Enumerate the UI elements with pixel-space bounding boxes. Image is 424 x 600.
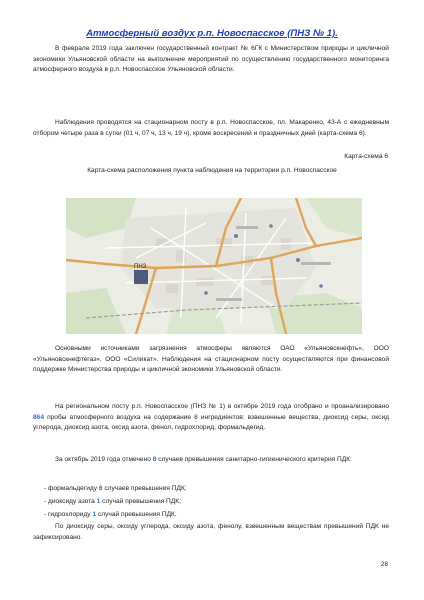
post-marker-label: ПНЗ xyxy=(134,264,147,270)
list-item-prefix: - диоксиду азота xyxy=(44,498,97,505)
paragraph-exceedances-after: случаев превышения санитарно-гигиенического критерия ПДК: xyxy=(156,456,352,463)
exceedances-count: 8 xyxy=(152,456,157,463)
exceedance-list xyxy=(44,482,187,521)
paragraph-sources xyxy=(33,344,389,376)
paragraph-contract-text: В феврале 2019 года заключен государственный контракт № 6ГК с Министерством природы и цикличной экономики Ульяновской области на выполнение мероприятий по осуществлению государственного мониторинга атмосферного воздуха в р.п. Новоспасское Ульяновской области. xyxy=(33,45,389,73)
list-item-count: 1 xyxy=(96,498,101,505)
list-item xyxy=(44,482,187,495)
list-item-count: 1 xyxy=(92,511,97,518)
map-label: Карта-схема 6 xyxy=(344,153,388,160)
page-title: Атмосферный воздух р.п. Новоспасское (ПНЗ № 1). xyxy=(86,28,338,39)
paragraph-observations xyxy=(33,118,389,139)
paragraph-samples-after: пробы атмосферного воздуха на содержание 8 ингредиентов: взвешенные вещества, диоксид серы, оксид углерода, диоксид азота, оксид азота, фенол, гидрохлорид, формальдегид. xyxy=(33,413,389,431)
list-item-prefix: - гидрохлориду xyxy=(44,511,93,518)
list-item xyxy=(44,495,187,508)
paragraph-exceedances xyxy=(33,455,389,466)
paragraph-exceedances-before: За октябрь 2019 года отмечено xyxy=(55,456,153,463)
map-graphic xyxy=(66,198,362,334)
list-item-count: 6 xyxy=(98,485,103,492)
list-item-suffix: случаев превышения ПДК; xyxy=(102,485,187,492)
station-map xyxy=(66,198,362,334)
list-item-suffix: случай превышения ПДК; xyxy=(100,498,181,505)
paragraph-no-exceedances-text: По диоксиду серы, оксиду углерода, оксиду азота, фенолу, взвешенным веществам превышений ПДК не зафиксировано. xyxy=(33,523,389,541)
paragraph-samples xyxy=(33,402,389,434)
list-item xyxy=(44,508,187,521)
paragraph-samples-before: На региональном посту р.п. Новоспасское (ПНЗ № 1) в октябре 2019 года отобрано и проанализировано xyxy=(55,403,389,410)
page-number: 28 xyxy=(380,561,388,568)
list-item-suffix: случай превышения ПДК. xyxy=(96,511,177,518)
samples-count: 864 xyxy=(33,413,44,421)
paragraph-contract xyxy=(33,44,389,76)
post-marker xyxy=(134,270,148,284)
paragraph-sources-text: Основными источниками загрязнения атмосферы являются ОАО «Ульяновскнефть», ООО «Ульяновскнефтегаз», ООО «Силикат». Наблюдения на стационарном посту осуществляются при финансовой поддержке Министерства природы и цикличной экономики Ульяновской области. xyxy=(33,345,389,373)
paragraph-observations-text: Наблюдения проводятся на стационарном посту в р.п. Новоспасское, пл. Макаренко, 43-А с ежедневным отбором четыре раза в сутки (01 ч, 07 ч, 13 ч, 19 ч), кроме воскресений и праздничных дней (карта-схема 6). xyxy=(33,119,389,137)
list-item-prefix: - формальдегиду xyxy=(44,485,99,492)
map-caption: Карта-схема расположения пункта наблюдения на территории р.п. Новоспасское xyxy=(87,167,337,174)
paragraph-no-exceedances xyxy=(33,522,389,543)
